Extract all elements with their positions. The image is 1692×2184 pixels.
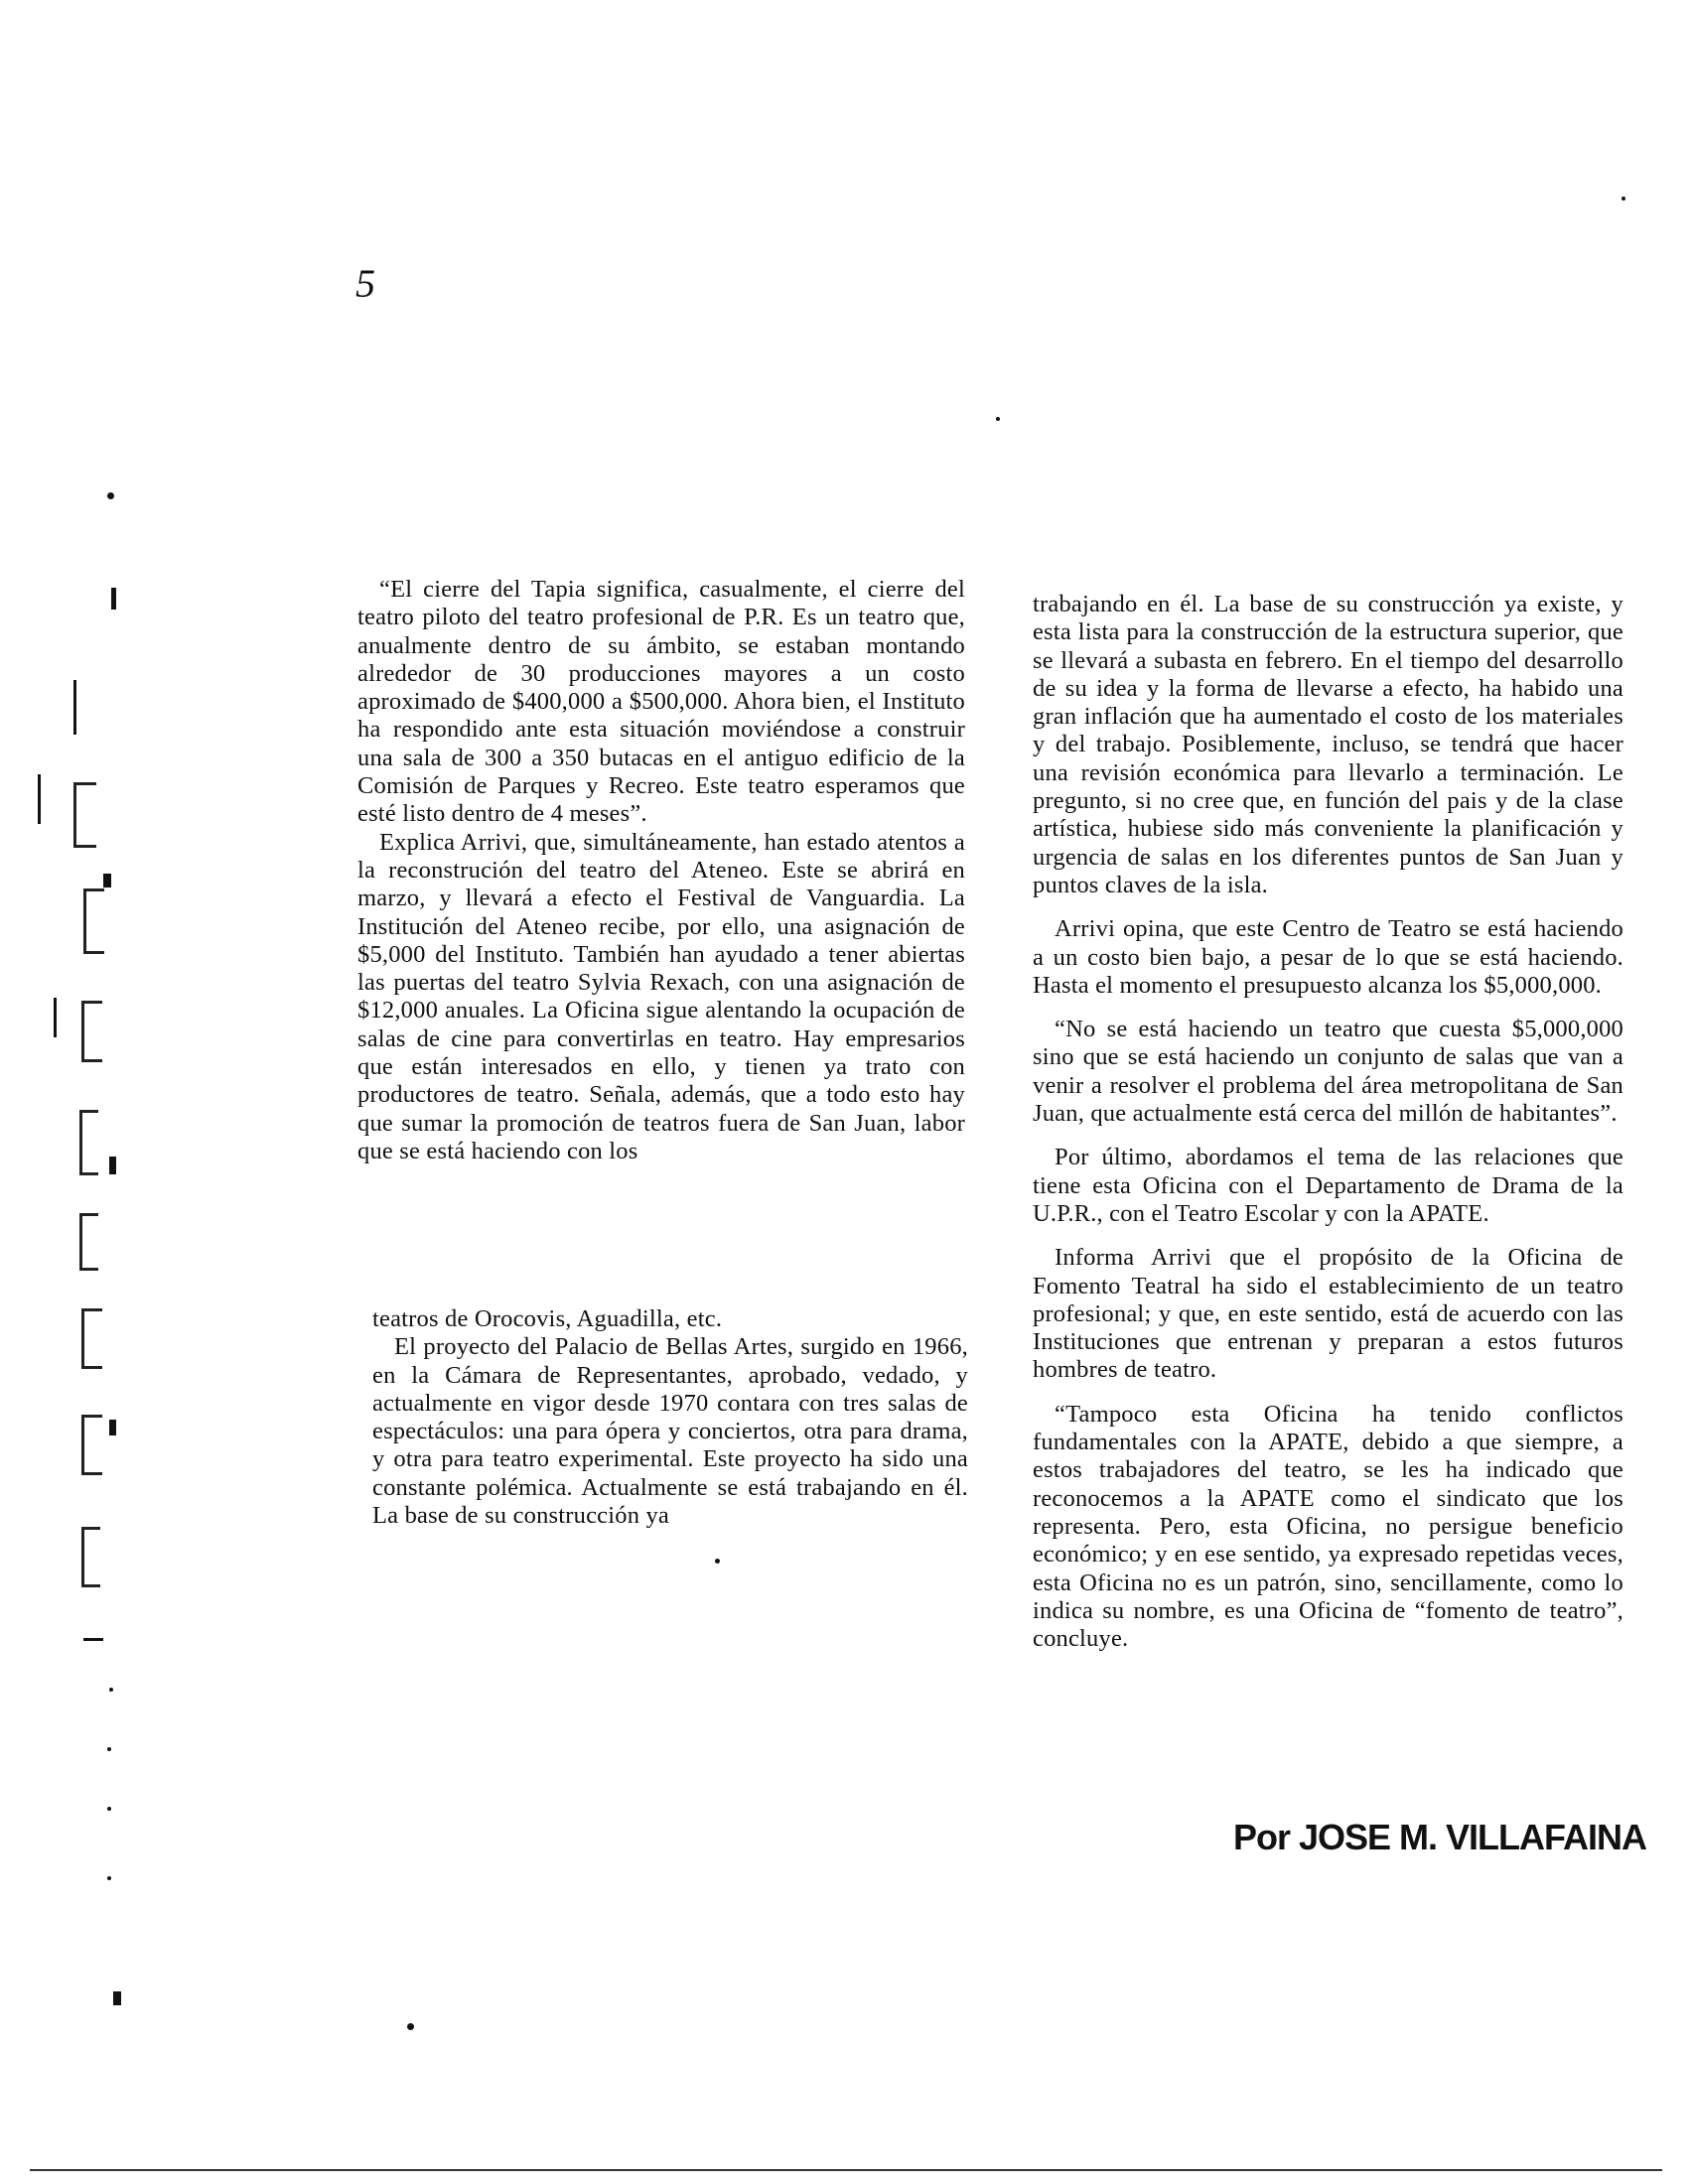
binding-bracket bbox=[81, 1527, 100, 1587]
binding-bracket bbox=[79, 1213, 98, 1271]
binding-mark bbox=[38, 774, 41, 824]
paragraph: teatros de Orocovis, Aguadilla, etc. bbox=[372, 1305, 723, 1332]
binding-mark bbox=[73, 680, 76, 735]
binding-bracket bbox=[81, 1001, 102, 1062]
binding-bracket bbox=[81, 1415, 102, 1475]
paragraph: Por último, abordamos el tema de las relaciones que tiene esta Oficina con el Departamento de Drama de la U.P.R., con el Teatro Escolar y con la APATE. bbox=[1033, 1144, 1623, 1227]
paragraph: Arrivi opina, que este Centro de Teatro se está haciendo a un costo bien bajo, a pesar de lo que se está haciendo. Hasta el momento el presupuesto alcanza los $5,000,000. bbox=[1033, 915, 1623, 999]
paragraph: “No se está haciendo un teatro que cuesta $5,000,000 sino que se está haciendo un conjunto de salas que van a venir a resolver el problema del área metropolitana de San Juan, que actualmente está cerca del millón de habitantes”. bbox=[1033, 1016, 1623, 1128]
binding-bracket bbox=[73, 782, 96, 848]
binding-bracket bbox=[81, 1308, 102, 1369]
paragraph: Informa Arrivi que el propósito de la Oficina de Fomento Teatral ha sido el establecimiento de un teatro profesional; y que, en este sentido, está de acuerdo con las Instituciones que entrenan y preparan a estos futuros hombres de teatro. bbox=[1033, 1244, 1623, 1384]
binding-bracket bbox=[83, 888, 104, 954]
scan-speck bbox=[107, 1807, 111, 1811]
binding-mark bbox=[103, 874, 111, 887]
binding-mark bbox=[54, 998, 57, 1037]
scan-speck bbox=[109, 1688, 113, 1692]
binding-bracket bbox=[79, 1110, 98, 1175]
paragraph: trabajando en él. La base de su construcción ya existe, y esta lista para la construcción de la estructura superior, que se llevará a subasta en febrero. En el tiempo del desarrollo de su idea y la forma de llevarse a efecto, ha habido una gran inflación que ha aumentado el costo de los materiales y del trabajo. Posiblemente, incluso, se tendrá que hacer una revisión económica para llevarlo a terminación. Le pregunto, si no cree que, en función del pais y de la clase artística, hubiese sido más conveniente la planificación y urgencia de salas en los diferentes puntos de San Juan y puntos claves de la isla. bbox=[1033, 591, 1623, 898]
scan-speck bbox=[107, 492, 114, 499]
byline: Por JOSE M. VILLAFAINA bbox=[1232, 1817, 1646, 1857]
paragraph: El proyecto del Palacio de Bellas Artes, surgido en 1966, en la Cámara de Representantes, aprobado, vedado, y actualmente en vigor desde 1970 contara con tres salas de espectáculos: una para ópera y conciertos, otra para drama, y otra para teatro experimental. Este proyecto ha sido una constante polémica. Actualmente se está trabajando en él. La base de su construcción ya bbox=[372, 1333, 968, 1530]
paragraph: “El cierre del Tapia significa, casualmente, el cierre del teatro piloto del teatro profesional de P.R. Es un teatro que, anualmente dentro de su ámbito, se estaban montando alrededor de 30 producciones mayores a un costo aproximado de $400,000 a $500,000. Ahora bien, el Instituto ha respondido ante esta situación moviéndose a construir una sala de 300 a 350 butacas en el antiguo edificio de la Comisión de Parques y Recreo. Este teatro esperamos que esté listo dentro de 4 meses”. bbox=[357, 576, 965, 828]
binding-mark bbox=[109, 1157, 116, 1174]
scan-speck bbox=[715, 1559, 720, 1564]
page-number: 5 bbox=[355, 261, 375, 306]
binding-mark bbox=[109, 1420, 116, 1435]
bottom-rule bbox=[30, 2169, 1662, 2171]
left-column-bottom bbox=[372, 1305, 968, 1530]
scan-speck bbox=[996, 417, 1000, 421]
scan-speck bbox=[107, 1876, 111, 1880]
binding-mark bbox=[83, 1638, 103, 1641]
paragraph: Explica Arrivi, que, simultáneamente, han estado atentos a la reconstrución del teatro del Ateneo. Este se abrirá en marzo, y llevará a efecto el Festival de Vanguardia. La Institución del Ateneo recibe, por ello, una asignación de $5,000 del Instituto. También han ayudado a tener abiertas las puertas del teatro Sylvia Rexach, con una asignación de $12,000 anuales. La Oficina sigue alentando la ocupación de salas de cine para convertirlas en teatro. Hay empresarios que están interesados en ello, y tienen ya trato con productores de teatro. Señala, además, que a todo esto hay que sumar la promoción de teatros fuera de San Juan, labor que se está haciendo con los bbox=[357, 828, 965, 1164]
scan-speck bbox=[1622, 197, 1625, 201]
scan-speck bbox=[407, 2023, 414, 2030]
paragraph: “Tampoco esta Oficina ha tenido conflictos fundamentales con la APATE, debido a que siempre, a estos trabajadores del teatro, se les ha indicado que reconocemos a la APATE como el sindicato que los representa. Pero, esta Oficina, no persigue beneficio económico; y en ese sentido, ya expresado repetidas veces, esta Oficina no es un patrón, sino, sencillamente, como lo indica su nombre, es una Oficina de “fomento de teatro”, concluye. bbox=[1033, 1400, 1623, 1653]
binding-mark bbox=[111, 588, 116, 610]
binding-mark bbox=[113, 1991, 121, 2005]
left-column-top bbox=[357, 576, 965, 1165]
scan-speck bbox=[107, 1747, 111, 1751]
right-column bbox=[1033, 591, 1623, 1653]
